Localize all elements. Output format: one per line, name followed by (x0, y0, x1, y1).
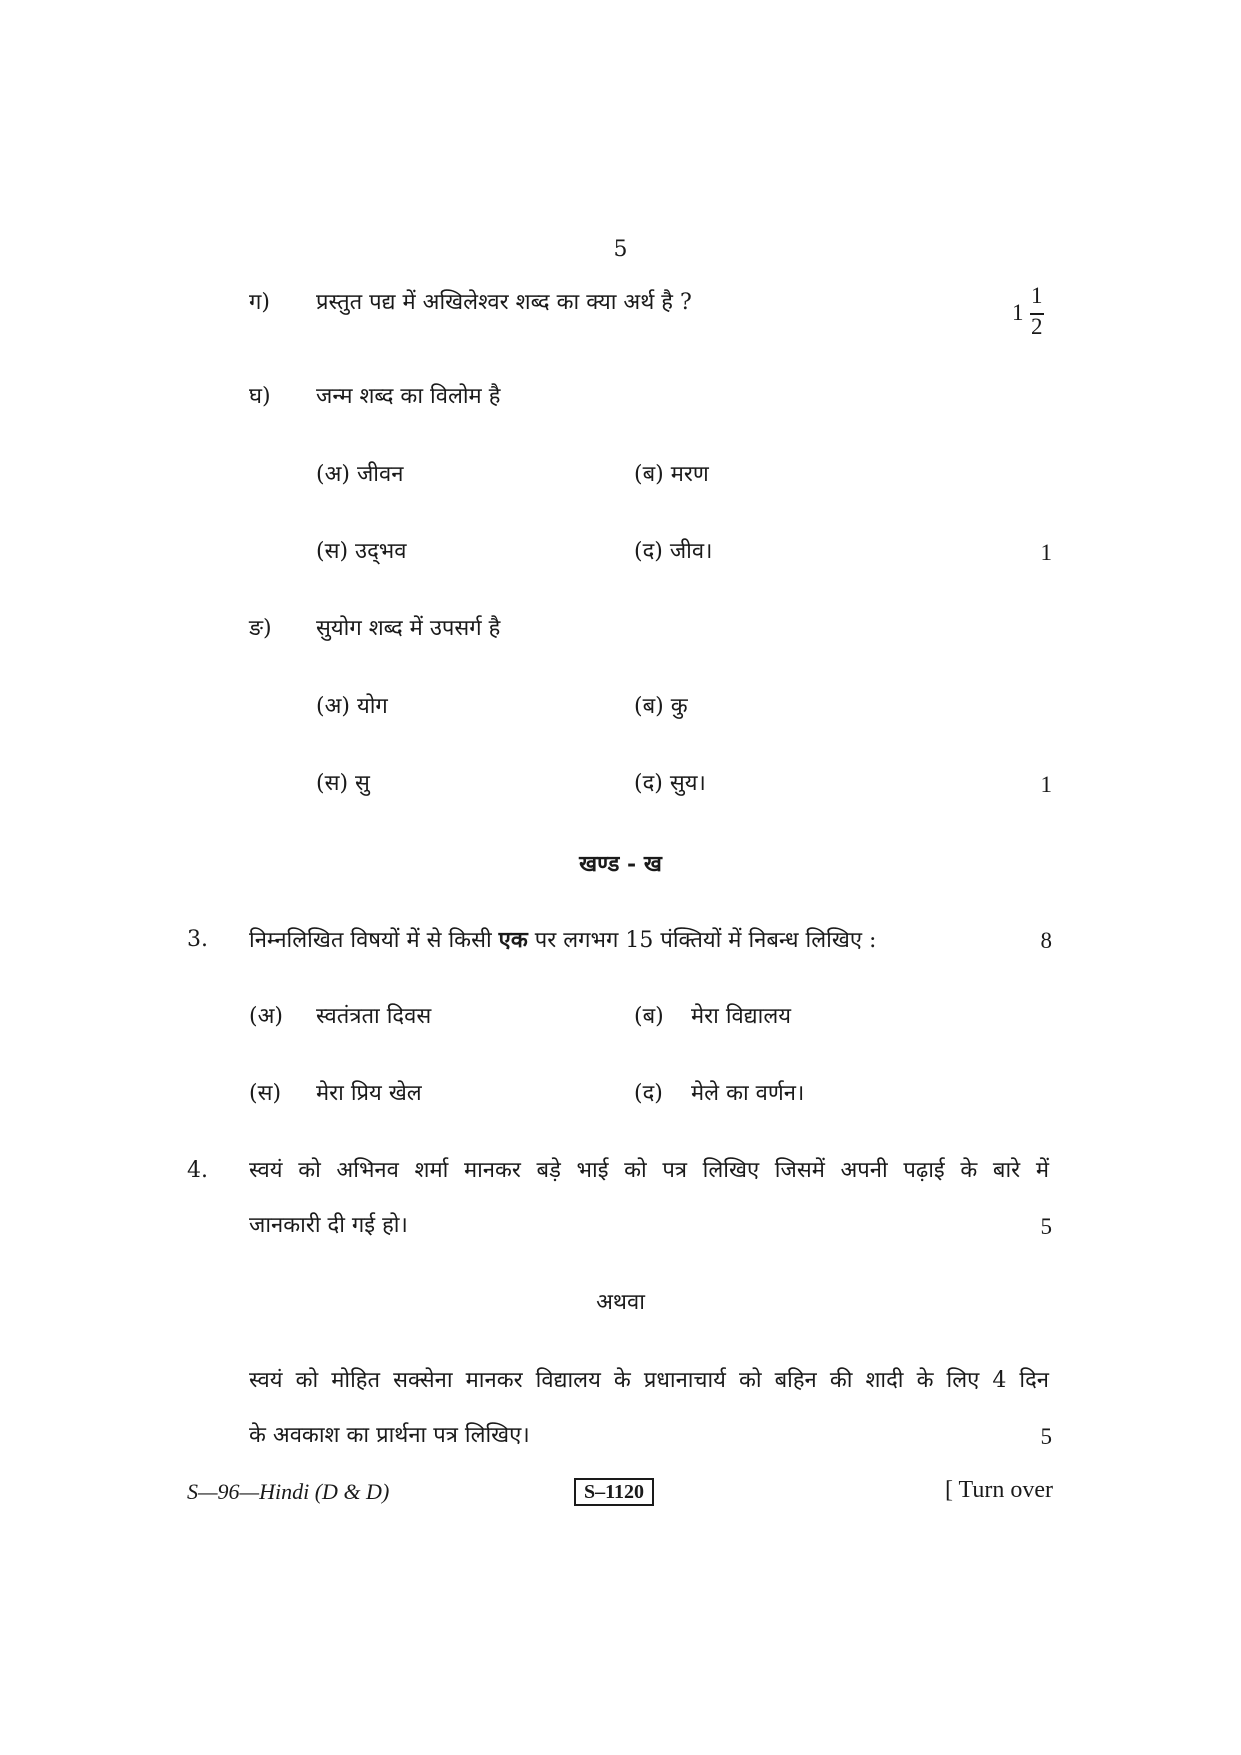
q3-option-c-text: मेरा प्रिय खेल (316, 1081, 422, 1106)
q3-option-d-label: (द) (634, 1081, 663, 1106)
q3-marks: 8 (1040, 928, 1052, 953)
q4-or: अथवा (596, 1290, 645, 1315)
q2-gha-option-d: (द) जीव। (634, 539, 713, 564)
q2-gha-option-b: (ब) मरण (634, 462, 709, 487)
q4-marks: 5 (1040, 1214, 1052, 1239)
q2-nga-text: सुयोग शब्द में उपसर्ग है (316, 616, 501, 641)
q2-gha-text: जन्म शब्द का विलोम है (316, 384, 501, 409)
q4-alt-marks: 5 (1040, 1424, 1052, 1449)
q3-option-b-text: मेरा विद्यालय (691, 1004, 792, 1029)
marks-denominator: 2 (1031, 314, 1043, 339)
q3-option-d-text: मेले का वर्णन। (691, 1081, 805, 1106)
q2-nga-option-c: (स) सु (316, 771, 370, 796)
q3-text-bold: एक (498, 927, 528, 953)
section-title: खण्ड - ख (579, 851, 662, 877)
q2-nga-label: ङ) (249, 616, 272, 641)
q3-text-after: पर लगभग 15 पंक्तियों में निबन्ध लिखिए : (527, 928, 877, 953)
q4-alt-line-2: के अवकाश का प्रार्थना पत्र लिखिए। (249, 1423, 530, 1448)
q2-ga-text: प्रस्तुत पद्य में अखिलेश्वर शब्द का क्या अर्थ है ? (316, 290, 692, 315)
q4-line-1: स्वयं को अभिनव शर्मा मानकर बड़े भाई को पत्र लिखिए जिसमें अपनी पढ़ाई के बारे में (249, 1158, 1049, 1183)
turn-over-note: [ Turn over (944, 1477, 1053, 1503)
marks-numerator: 1 (1031, 283, 1043, 308)
q3-option-b-label: (ब) (634, 1004, 664, 1029)
q3-option-a-text: स्वतंत्रता दिवस (316, 1004, 432, 1029)
q2-nga-option-a: (अ) योग (316, 694, 388, 719)
q2-gha-label: घ) (249, 384, 271, 409)
q2-ga-marks (1012, 283, 1057, 343)
series-code-box: S–1120 (574, 1478, 654, 1506)
q2-gha-option-c: (स) उद्‌भव (316, 539, 407, 564)
q2-nga-marks: 1 (1040, 772, 1052, 797)
q4-alt-line-1: स्वयं को मोहित सक्सेना मानकर विद्यालय के प्रधानाचार्य को बहिन की शादी के लिए 4 दिन (249, 1368, 1049, 1393)
q2-ga-label: ग) (249, 290, 270, 315)
q4-line-2: जानकारी दी गई हो। (249, 1213, 408, 1238)
q4-number: 4. (187, 1158, 208, 1183)
q2-gha-marks: 1 (1040, 540, 1052, 565)
q3-text-before: निम्नलिखित विषयों में से किसी (249, 928, 499, 953)
page-number: 5 (613, 237, 628, 262)
q3-text (249, 925, 876, 956)
q2-nga-option-b: (ब) कु (634, 694, 688, 719)
q3-number: 3. (187, 927, 208, 952)
q2-gha-option-a: (अ) जीवन (316, 462, 404, 487)
q3-option-c-label: (स) (249, 1081, 282, 1106)
marks-whole: 1 (1012, 300, 1024, 325)
paper-code: S—96—Hindi (D & D) (187, 1479, 390, 1504)
q3-option-a-label: (अ) (249, 1004, 283, 1029)
q2-nga-option-d: (द) सुय। (634, 771, 706, 796)
